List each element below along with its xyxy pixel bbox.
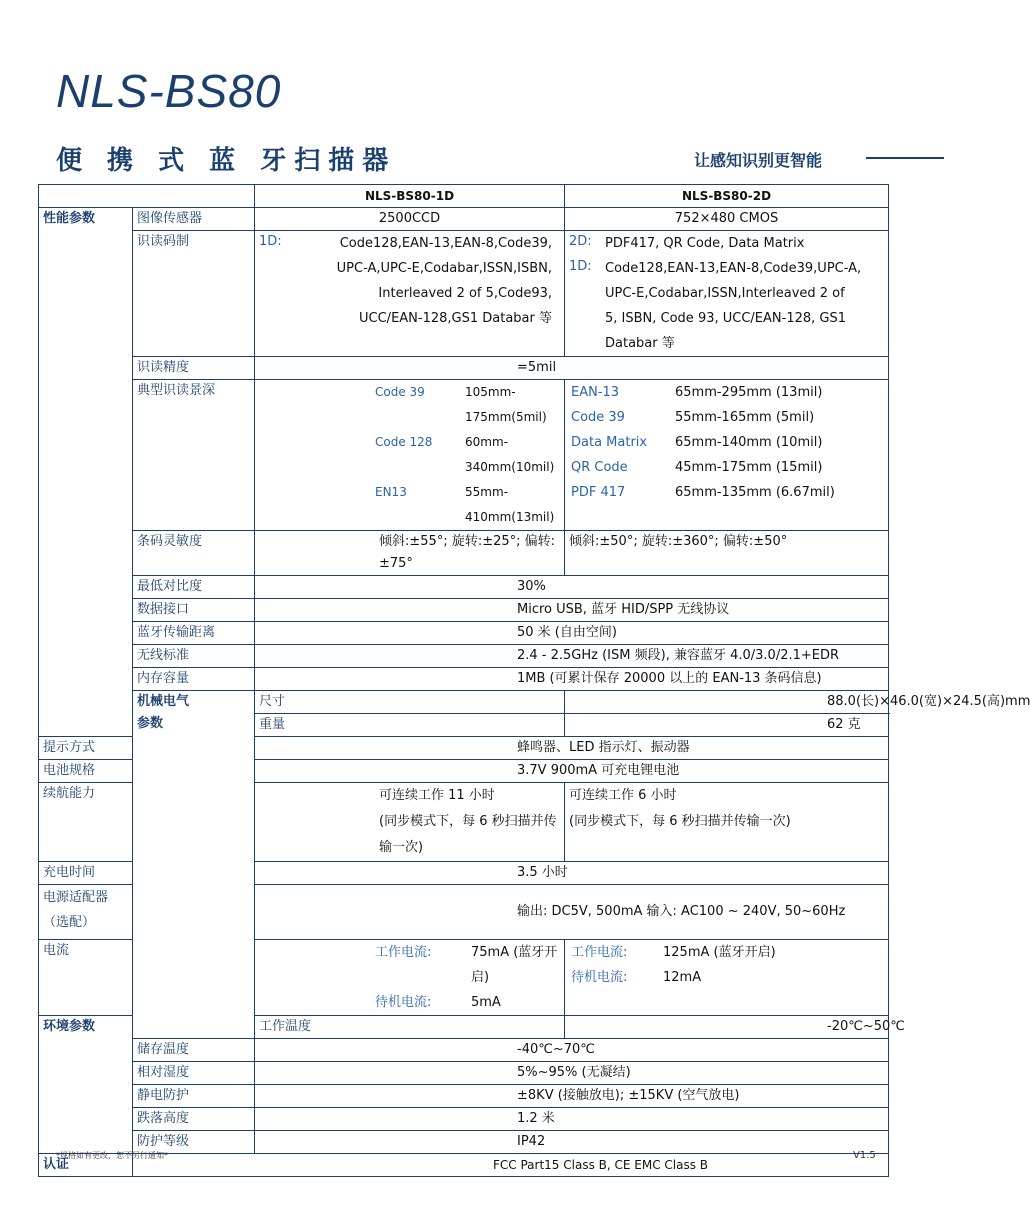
table-row <box>39 1085 889 1108</box>
row-label: 静电防护 <box>133 1085 255 1108</box>
row-label: 典型识读景深 <box>133 380 255 531</box>
row-label: 数据接口 <box>133 599 255 622</box>
header-blank <box>39 185 255 208</box>
cell-value: 5%~95% (无凝结) <box>255 1062 889 1085</box>
table-row <box>39 357 889 380</box>
cell-value: 1MB (可累计保存 20000 以上的 EAN-13 条码信息) <box>255 668 889 691</box>
cell-value: =5mil <box>255 357 889 380</box>
depth-code: QR Code <box>571 460 628 475</box>
current-name: 待机电流: <box>571 970 628 985</box>
depth-code: Code 39 <box>375 385 425 399</box>
column-header-1d: NLS-BS80-1D <box>255 185 565 208</box>
cell-value: 752×480 CMOS <box>565 208 889 231</box>
row-label: 蓝牙传输距离 <box>133 622 255 645</box>
depth-code: Code 128 <box>375 435 433 449</box>
footer-note: *规格如有更改，恕不另行通知* <box>56 1151 168 1160</box>
current-value: 75mA (蓝牙开启) <box>471 945 558 985</box>
depth-range: 60mm-340mm(10mil) <box>465 435 555 474</box>
cell-value: FCC Part15 Class B, CE EMC Class B <box>133 1154 889 1177</box>
symbology-line: Code128,EAN-13,EAN-8,Code39, <box>339 236 552 251</box>
row-label: 提示方式 <box>39 737 133 760</box>
row-label: 内存容量 <box>133 668 255 691</box>
row-label: 续航能力 <box>39 783 133 862</box>
model-title: NLS-BS80 <box>56 65 282 117</box>
row-label: 条码灵敏度 <box>133 531 255 576</box>
spec-table <box>38 184 1030 1177</box>
row-label <box>39 885 133 940</box>
cell-value: 30% <box>255 576 889 599</box>
cell-value: 2500CCD <box>255 208 565 231</box>
endurance-note: (同步模式下，每 6 秒扫描并传输一次) <box>569 814 791 829</box>
category-mechanical <box>133 691 255 1039</box>
current-name: 待机电流: <box>375 995 432 1010</box>
symbology-line: 5, ISBN, Code 93, UCC/EAN-128, GS1 <box>605 311 846 326</box>
prefix-1d: 1D: <box>569 259 592 274</box>
table-row <box>39 1062 889 1085</box>
depth-1d-cell <box>255 380 565 531</box>
endurance-hours: 可连续工作 6 小时 <box>569 788 677 803</box>
cell-value: 62 克 <box>565 714 889 737</box>
category-mechanical-line1: 机械电气 <box>137 694 190 709</box>
depth-code: PDF 417 <box>571 485 626 500</box>
current-name: 工作电流: <box>571 945 628 960</box>
cell-value: 倾斜:±50°; 旋转:±360°; 偏转:±50° <box>565 531 889 576</box>
depth-range: 65mm-135mm (6.67mil) <box>675 485 835 500</box>
table-row <box>39 531 889 576</box>
version-label: V1.5 <box>853 1150 876 1161</box>
adapter-label: 电源适配器 <box>43 890 109 905</box>
symbology-line: PDF417, QR Code, Data Matrix <box>605 236 805 251</box>
table-row <box>39 668 889 691</box>
row-label: 相对湿度 <box>133 1062 255 1085</box>
table-row <box>39 380 889 531</box>
symbology-line: UPC-A,UPC-E,Codabar,ISSN,ISBN, <box>336 261 552 276</box>
depth-code: Code 39 <box>571 410 625 425</box>
depth-code: EN13 <box>375 485 407 499</box>
category-mechanical-line2: 参数 <box>137 716 164 731</box>
prefix-1d: 1D: <box>259 234 282 249</box>
slogan: 让感知识别更智能 <box>694 151 823 170</box>
category-environment: 环境参数 <box>39 1016 133 1154</box>
table-row <box>39 208 889 231</box>
prefix-2d: 2D: <box>569 234 592 249</box>
symbology-line: Interleaved 2 of 5,Code93, <box>378 286 552 301</box>
cell-value: 倾斜:±55°; 旋转:±25°; 偏转:±75° <box>255 531 565 576</box>
table-row <box>39 599 889 622</box>
depth-range: 105mm-175mm(5mil) <box>465 385 547 424</box>
slogan-rule <box>866 157 944 159</box>
row-label: 储存温度 <box>133 1039 255 1062</box>
symbology-line: Databar 等 <box>605 336 675 351</box>
table-row <box>39 231 889 357</box>
current-1d-cell <box>255 940 565 1016</box>
cell-value: 50 米 (自由空间) <box>255 622 889 645</box>
adapter-label-optional: （选配） <box>43 915 96 930</box>
row-label: 防护等级 <box>133 1131 255 1154</box>
table-row <box>39 1039 889 1062</box>
endurance-2d-cell <box>565 783 889 862</box>
row-label: 无线标准 <box>133 645 255 668</box>
row-label: 充电时间 <box>39 862 133 885</box>
table-header-row <box>39 185 889 208</box>
current-value: 125mA (蓝牙开启) <box>663 945 776 960</box>
row-label: 电池规格 <box>39 760 133 783</box>
row-label: 识读码制 <box>133 231 255 357</box>
row-label: 工作温度 <box>255 1016 565 1039</box>
depth-range: 65mm-140mm (10mil) <box>675 435 823 450</box>
current-value: 12mA <box>663 970 702 985</box>
cell-value: 1.2 米 <box>255 1108 889 1131</box>
current-name: 工作电流: <box>375 945 432 960</box>
depth-code: Data Matrix <box>571 435 648 450</box>
table-row <box>39 576 889 599</box>
depth-range: 45mm-175mm (15mil) <box>675 460 823 475</box>
symbology-line: UPC-E,Codabar,ISSN,Interleaved 2 of <box>605 286 845 301</box>
row-label: 跌落高度 <box>133 1108 255 1131</box>
symbology-1d-cell <box>255 231 565 357</box>
depth-2d-cell <box>565 380 889 531</box>
depth-code: EAN-13 <box>571 385 620 400</box>
category-certification: 认证 <box>39 1154 133 1177</box>
cell-value: ±8KV (接触放电); ±15KV (空气放电) <box>255 1085 889 1108</box>
cell-value: 2.4 - 2.5GHz (ISM 频段), 兼容蓝牙 4.0/3.0/2.1+EDR <box>255 645 889 668</box>
table-row <box>39 1108 889 1131</box>
current-2d-cell <box>565 940 889 1016</box>
cell-value: 输出: DC5V, 500mA 输入: AC100 ~ 240V, 50~60Hz <box>255 885 889 940</box>
depth-range: 55mm-165mm (5mil) <box>675 410 815 425</box>
cell-value: Micro USB, 蓝牙 HID/SPP 无线协议 <box>255 599 889 622</box>
cell-value: IP42 <box>255 1131 889 1154</box>
cell-value: 88.0(长)×46.0(宽)×24.5(高)mm <box>565 691 889 714</box>
table-row <box>39 622 889 645</box>
row-label: 电流 <box>39 940 133 1016</box>
category-performance: 性能参数 <box>39 208 133 737</box>
endurance-1d-cell <box>255 783 565 862</box>
table-row <box>39 691 889 714</box>
symbology-line: UCC/EAN-128,GS1 Databar 等 <box>359 311 552 326</box>
column-header-2d: NLS-BS80-2D <box>565 185 889 208</box>
cell-value: -20℃~50℃ <box>565 1016 889 1039</box>
row-label: 尺寸 <box>255 691 565 714</box>
row-label: 识读精度 <box>133 357 255 380</box>
row-label: 图像传感器 <box>133 208 255 231</box>
endurance-note: (同步模式下，每 6 秒扫描并传输一次) <box>379 814 557 855</box>
depth-range: 65mm-295mm (13mil) <box>675 385 823 400</box>
cell-value: 3.5 小时 <box>255 862 889 885</box>
table-row <box>39 645 889 668</box>
current-value: 5mA <box>471 995 501 1010</box>
symbology-line: Code128,EAN-13,EAN-8,Code39,UPC-A, <box>605 261 862 276</box>
endurance-hours: 可连续工作 11 小时 <box>379 788 495 803</box>
depth-range: 55mm-410mm(13mil) <box>465 485 555 524</box>
row-label: 最低对比度 <box>133 576 255 599</box>
product-subtitle: 便 携 式 蓝 牙扫描器 <box>56 146 397 176</box>
symbology-2d-cell <box>565 231 889 357</box>
cell-value: -40℃~70℃ <box>255 1039 889 1062</box>
cell-value: 3.7V 900mA 可充电锂电池 <box>255 760 889 783</box>
row-label: 重量 <box>255 714 565 737</box>
cell-value: 蜂鸣器、LED 指示灯、振动器 <box>255 737 889 760</box>
